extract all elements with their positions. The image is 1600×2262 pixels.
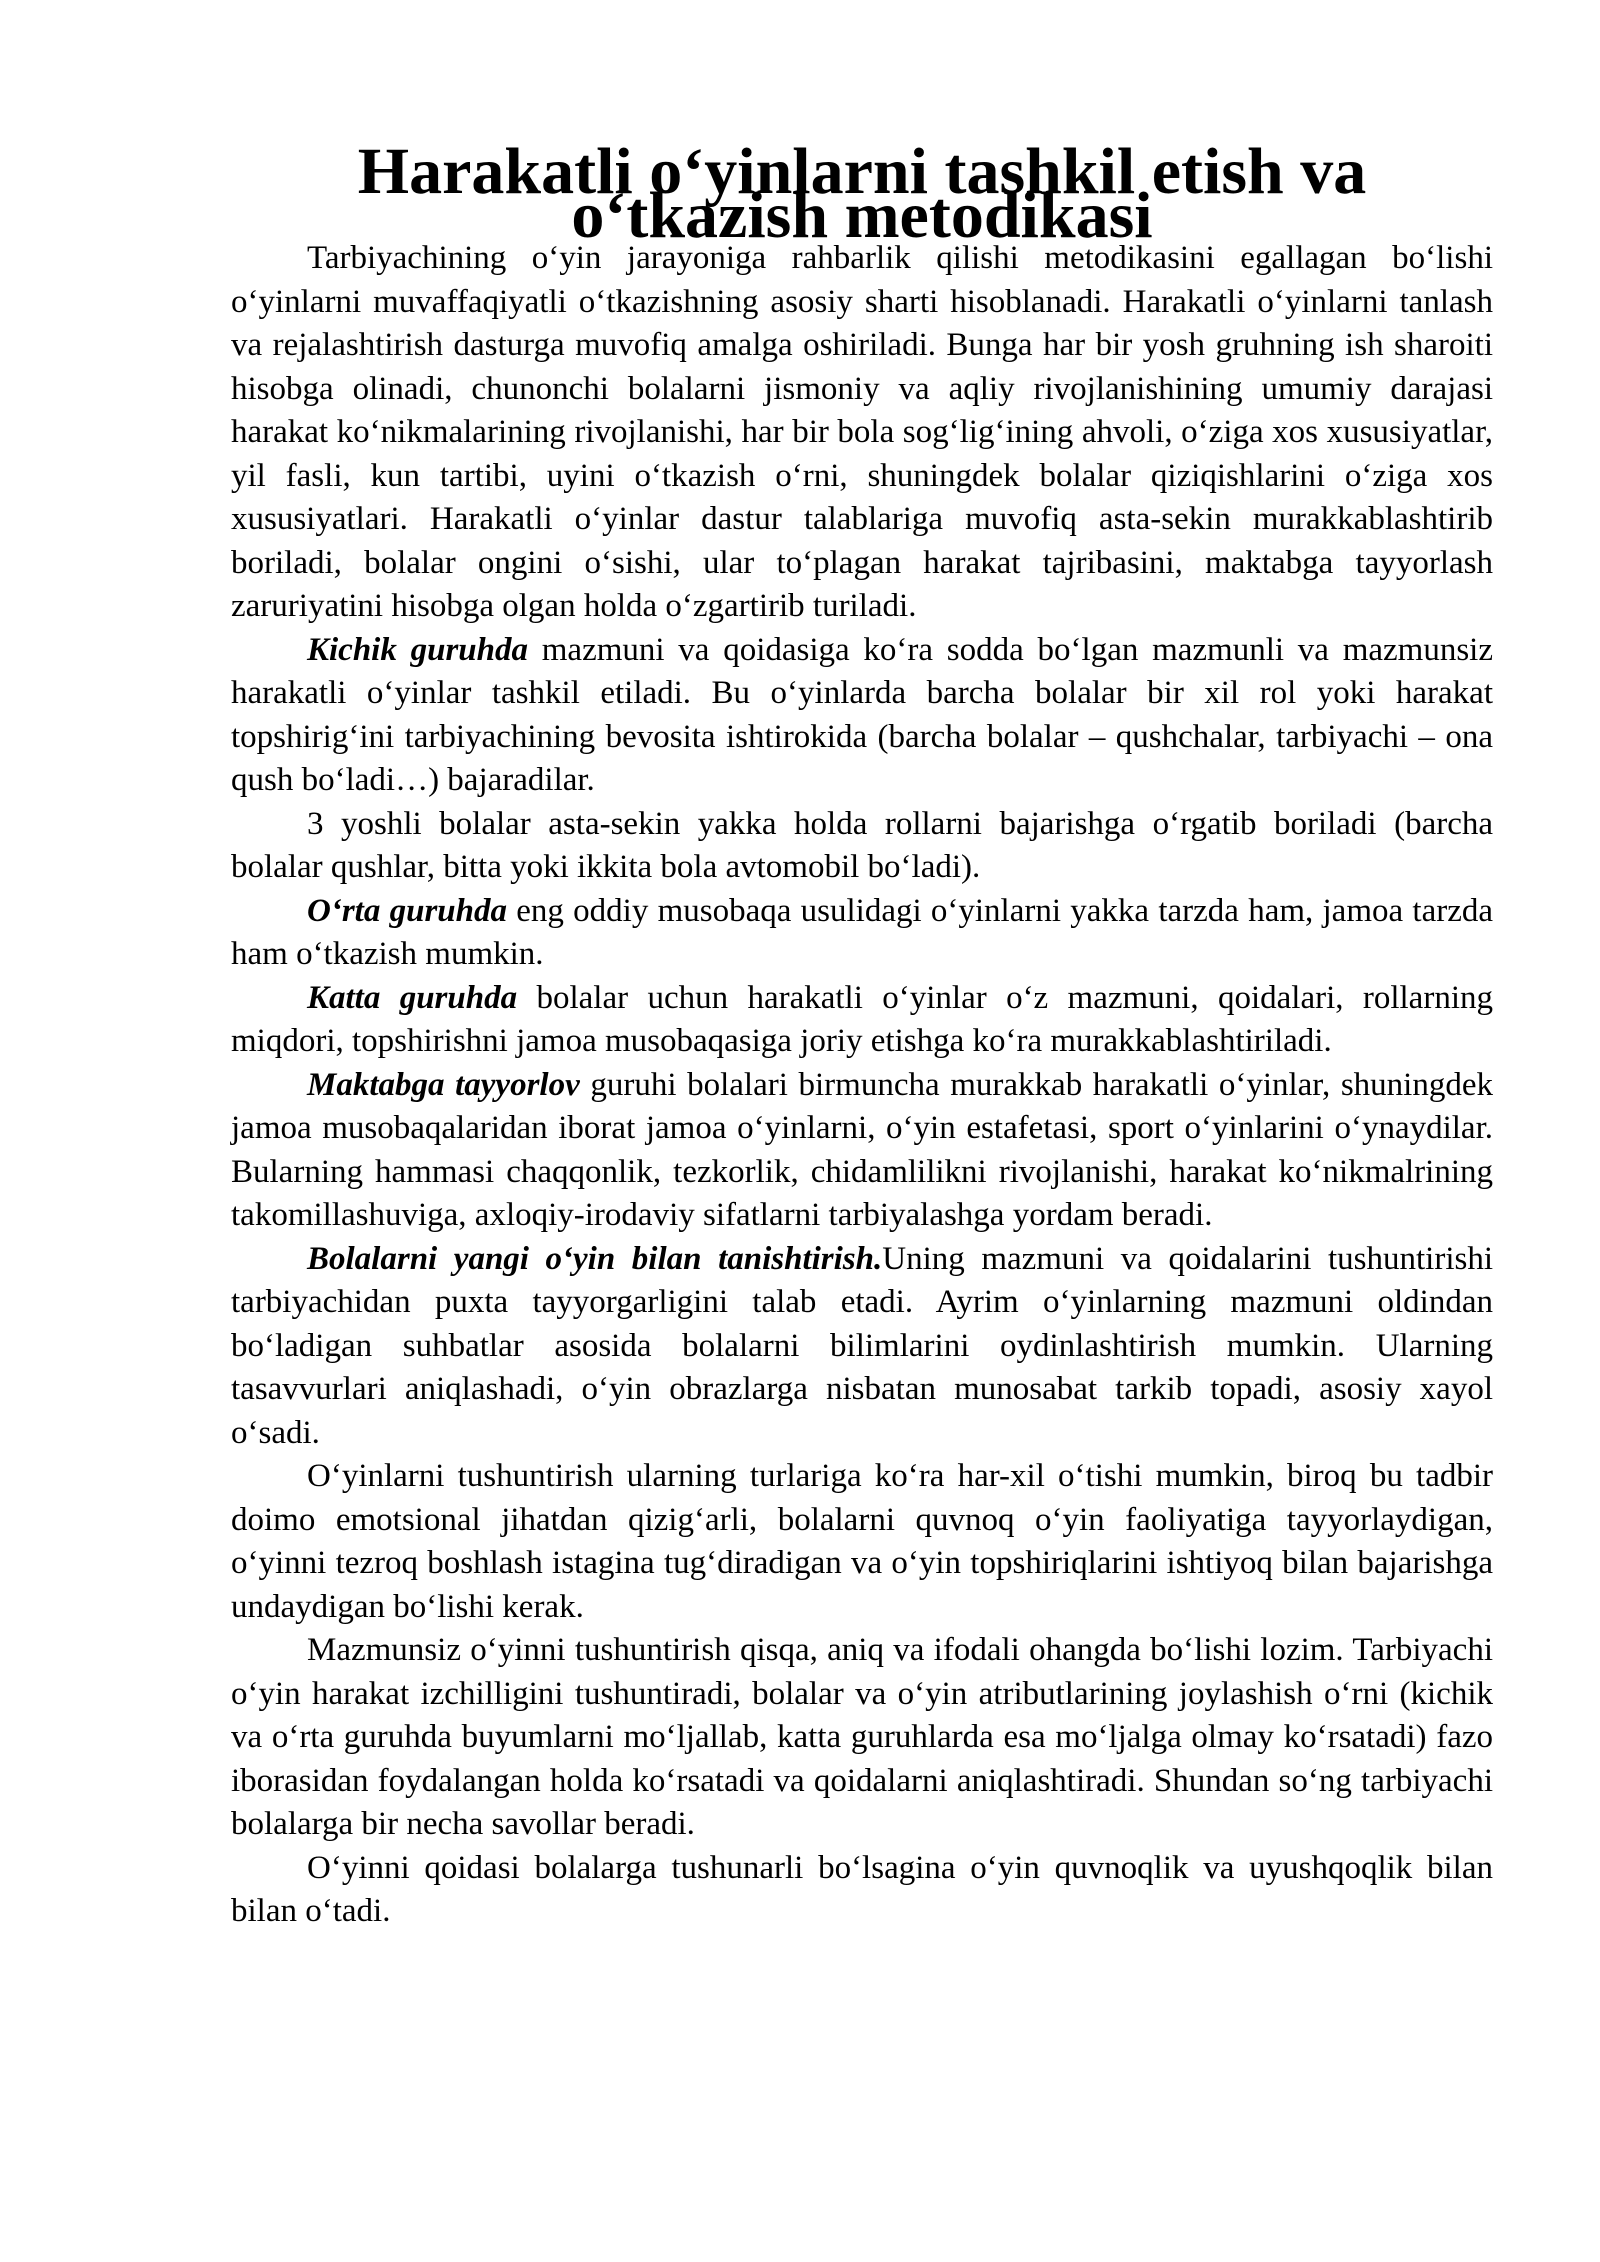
paragraph-kichik-guruh xyxy=(231,629,1493,803)
paragraph-orta-guruh xyxy=(231,890,1493,977)
paragraph-lead: O‘rta guruhda xyxy=(307,892,507,929)
paragraph-text: Uning mazmuni va qoidalarini tushuntirishi tarbiyachidan puxta tayyorgarligini talab etadi. Ayrim o‘yinlarning mazmuni oldindan bo‘ladigan suhbatlar asosida bolalarni bilimlarini oydinlashtirish mumkin. Ularning tasavvurlari aniqlashadi, o‘yin obrazlarga nisbatan munosabat tarkib topadi, asosiy xayol o‘sadi. xyxy=(231,1240,1494,1451)
paragraph-text: mazmuni va qoidasiga ko‘ra sodda bo‘lgan mazmunli va mazmunsiz harakatli o‘yinlar tashkil etiladi. Bu o‘yinlarda barcha bolalar bir xil rol yoki harakat topshirig‘ini tarbiyachining bevosita ishtirokida (barcha bolalar – qushchalar, tarbiyachi – ona qush bo‘ladi…) bajaradilar. xyxy=(231,631,1493,798)
paragraph-text: eng oddiy musobaqa usulidagi o‘yinlarni yakka tarzda ham, jamoa tarzda ham o‘tkazish mumkin. xyxy=(231,892,1494,972)
paragraph-3-yoshli xyxy=(231,803,1493,890)
document-page xyxy=(231,135,1494,1934)
paragraph-text: O‘yinlarni tushuntirish ularning turlariga ko‘ra har-xil o‘tishi mumkin, biroq bu tadbir doimo emotsional jihatdan qizig‘arli, bolalarni quvnoq o‘yin faoliyatiga tayyorlaydigan, o‘yinni tezroq boshlash istagina tug‘diradigan va o‘yin topshiriqlarini ishtiyoq bilan bajarishga undaydigan bo‘lishi kerak. xyxy=(231,1458,1493,1625)
paragraph-1 xyxy=(231,237,1493,629)
paragraph-katta-guruh xyxy=(231,977,1493,1064)
paragraph-lead: Katta guruhda xyxy=(307,979,518,1016)
paragraph-text: Mazmunsiz o‘yinni tushuntirish qisqa, aniq va ifodali ohangda bo‘lishi lozim. Tarbiyachi o‘yin harakat izchilligini tushuntiradi, bolalar va o‘yin atributlarining joylashish o‘rni (kichik va o‘rta guruhda buyumlarni mo‘ljallab, katta guruhlarda esa mo‘ljalga olmay ko‘rsatadi) fazo iborasidan foydalangan holda ko‘rsatadi va qoidalarni aniqlashtiradi. Shundan so‘ng tarbiyachi bolalarga bir necha savollar beradi. xyxy=(231,1632,1493,1842)
paragraph-text: Tarbiyachining o‘yin jarayoniga rahbarlik qilishi metodikasini egallagan bo‘lishi o‘yinlarni muvaffaqiyatli o‘tkazishning asosiy sharti hisoblanadi. Harakatli o‘yinlarni tanlash va rejalashtirish dasturga muvofiq amalga oshiriladi. Bunga har bir yosh gruhning ish sharoiti hisobga olinadi, chunonchi bolalarni jismoniy va aqliy rivojlanishining umumiy darajasi harakat ko‘nikmalarining rivojlanishi, har bir bola sog‘lig‘ining ahvoli, o‘ziga xos xususiyatlar, yil fasli, kun tartibi, uyini o‘tkazish o‘rni, shuningdek bolalar qiziqishlarini o‘ziga xos xususiyatlari. Harakatli o‘yinlar dastur talablariga muvofiq asta-sekin murakkablashtirib boriladi, bolalar ongini o‘sishi, ular to‘plagan harakat tajribasini, maktabga tayyorlash zaruriyatini hisobga olgan holda o‘zgartirib turiladi. xyxy=(231,240,1493,624)
paragraph-tanishtirish xyxy=(231,1238,1493,1456)
paragraph-lead: Maktabga tayyorlov xyxy=(307,1066,580,1103)
paragraph-text: guruhi bolalari birmuncha murakkab harakatli o‘yinlar, shuningdek jamoa musobaqalaridan iborat jamoa o‘yinlarni, o‘yin estafetasi, sport o‘yinlarini o‘ynaydilar. Bularning hammasi chaqqonlik, tezkorlik, chidamlilikni rivojlanishi, harakat ko‘nikmalrining takomillashuviga, axloqiy-irodaviy sifatlarni tarbiyalashga yordam beradi. xyxy=(231,1066,1493,1233)
paragraph-text: bolalar uchun harakatli o‘yinlar o‘z mazmuni, qoidalari, rollarning miqdori, topshirishni jamoa musobaqasiga joriy etishga ko‘ra murakkablashtiriladi. xyxy=(231,979,1493,1059)
paragraph-maktabga-tayyorlov xyxy=(231,1064,1493,1238)
paragraph-text: O‘yinni qoidasi bolalarga tushunarli bo‘lsagina o‘yin quvnoqlik va uyushqoqlik bilan bilan o‘tadi. xyxy=(231,1849,1493,1929)
paragraph-text: 3 yoshli bolalar asta-sekin yakka holda rollarni bajarishga o‘rgatib boriladi (barcha bolalar qushlar, bitta yoki ikkita bola avtomobil bo‘ladi). xyxy=(231,805,1493,885)
paragraph-lead: Bolalarni yangi o‘yin bilan tanishtirish. xyxy=(307,1240,883,1277)
paragraph-qoidasi xyxy=(231,1847,1493,1934)
document-title: Harakatli o‘yinlarni tashkil etish va o‘tkazish metodikasi xyxy=(357,135,1367,252)
paragraph-lead: Kichik guruhda xyxy=(307,631,528,668)
paragraph-tushuntirish xyxy=(231,1455,1493,1629)
paragraph-mazmunsiz xyxy=(231,1629,1493,1847)
